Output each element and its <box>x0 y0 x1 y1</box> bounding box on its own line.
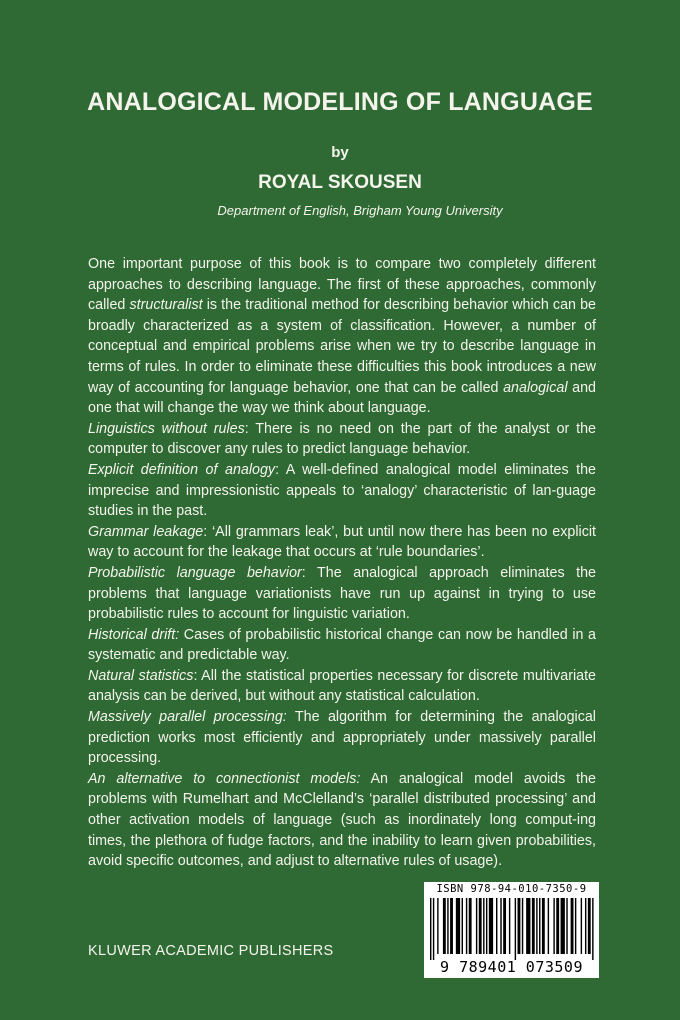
barcode-bar <box>437 898 438 954</box>
barcode-bar <box>585 898 586 954</box>
point-probabilistic-behavior <box>88 563 596 625</box>
point-connectionist-alternative <box>88 769 596 872</box>
intro-emphasis-structuralist: structuralist <box>129 297 203 314</box>
barcode-bar <box>526 898 530 954</box>
barcode-bar <box>542 898 545 954</box>
barcode-bar <box>489 898 493 954</box>
point-historical-drift <box>88 625 596 666</box>
barcode-bar <box>561 898 565 954</box>
barcode-bar <box>515 898 516 960</box>
barcode-bar <box>433 898 434 960</box>
point-term: Linguistics without rules <box>88 420 245 437</box>
barcode-bar <box>556 898 559 954</box>
barcode-bar <box>483 898 484 954</box>
book-title: ANALOGICAL MODELING OF LANGUAGE <box>87 88 593 116</box>
author-name: ROYAL SKOUSEN <box>258 172 422 193</box>
barcode-bar <box>479 898 482 954</box>
point-explicit-definition <box>88 460 596 522</box>
point-term: Natural statistics <box>88 667 194 684</box>
intro-text-2: is the traditional method for describing behavior which can be broadly characterized as a system of classification. However, a number of conceptual and empirical problems arise when we try to describe language in terms of rules. In order to eliminate these difficulties this book introduces a new way of accounting for language behavior, one that can be called <box>88 297 597 396</box>
ean-number: 9 789401 073509 <box>440 958 583 976</box>
publisher-name: KLUWER ACADEMIC PUBLISHERS <box>88 943 334 959</box>
barcode-bar <box>571 898 574 954</box>
barcode-bar <box>462 898 463 954</box>
intro-text-1: One important purpose of this book is to compare two completely different approaches to describing language. The first of these approaches, commonly called <box>88 256 596 314</box>
isbn-label: ISBN 978-94-010-7350-9 <box>436 883 587 895</box>
point-parallel-processing <box>88 707 596 769</box>
barcode-bar <box>456 898 460 954</box>
barcode-bar <box>486 898 487 954</box>
intro-text-3: and one that will change the way we think about language. <box>88 379 596 417</box>
barcode-bar <box>553 898 554 954</box>
intro-emphasis-analogical: analogical <box>503 379 568 396</box>
intro-paragraph <box>88 254 596 419</box>
barcode-bar <box>447 898 448 954</box>
barcode-bar <box>566 898 567 954</box>
barcode-bar <box>532 898 535 954</box>
point-term: Grammar leakage <box>88 523 204 540</box>
barcode-bar <box>522 898 523 954</box>
point-term: Historical drift: <box>88 626 180 643</box>
isbn-barcode <box>424 882 599 978</box>
barcode-bar <box>509 898 510 954</box>
barcode-bar <box>443 898 446 954</box>
point-text: The algorithm for determining the analogical prediction works most efficiently and appropriately under massively parallel processing. <box>88 709 596 767</box>
point-term: Probabilistic language behavior <box>88 564 302 581</box>
barcode-bar <box>581 898 582 954</box>
barcode-bar <box>450 898 453 954</box>
point-grammar-leakage <box>88 522 596 563</box>
author-affiliation: Department of English, Brigham Young University <box>217 203 503 218</box>
barcode-bar <box>496 898 497 954</box>
barcode-bar <box>548 898 549 954</box>
barcode-bar <box>476 898 477 954</box>
barcode-bar <box>430 898 431 960</box>
point-text: : A well-defined analogical model eliminates the imprecise and impressionistic appeals to ‘analogy’ characteristic of lan-guage studies in the past. <box>88 461 597 520</box>
point-term: Explicit definition of analogy <box>88 461 276 478</box>
point-text: : There is no need on the part of the analyst or the computer to discover any rules to predict language behavior. <box>88 420 597 458</box>
point-linguistics-without-rules <box>88 419 596 460</box>
barcode-bars <box>430 898 595 960</box>
barcode-bar <box>539 898 540 954</box>
point-natural-statistics <box>88 666 596 707</box>
point-term: An alternative to connectionist models: <box>88 770 361 787</box>
point-text: : The analogical approach eliminates the problems that language variationists have run up against in trying to use probabilistic rules to account for linguistic variation. <box>88 564 596 623</box>
point-text: : All the statistical properties necessary for discrete multivariate analysis can be derived, but without any statistical calculation. <box>88 667 597 705</box>
point-text: An analogical model avoids the problems with Rumelhart and McClelland’s ‘parallel distributed processing’ and other activation models of language (such as inordinately long comput-ing times, the plethora of fudge factors, and the inability to learn given probabilities, avoid specific outcomes, and adjust to alternative rules of usage). <box>88 770 596 870</box>
barcode-bar <box>592 898 593 960</box>
point-term: Massively parallel processing: <box>88 709 287 726</box>
blurb <box>88 254 596 872</box>
barcode-bar <box>503 898 506 954</box>
barcode-bar <box>469 898 472 954</box>
barcode-bar <box>466 898 467 954</box>
by-line: by <box>331 144 349 161</box>
point-text: : ‘All grammars leak’, but until now there has been no explicit way to account for the leakage that occurs at ‘rule boundaries’. <box>88 523 596 561</box>
barcode-bar <box>500 898 501 954</box>
barcode-bar <box>575 898 576 954</box>
barcode-bar <box>536 898 537 954</box>
barcode-bar <box>518 898 521 954</box>
point-text: Cases of probabilistic historical change can now be handled in a systematic and predictable way. <box>88 626 596 664</box>
barcode-bar <box>588 898 591 954</box>
